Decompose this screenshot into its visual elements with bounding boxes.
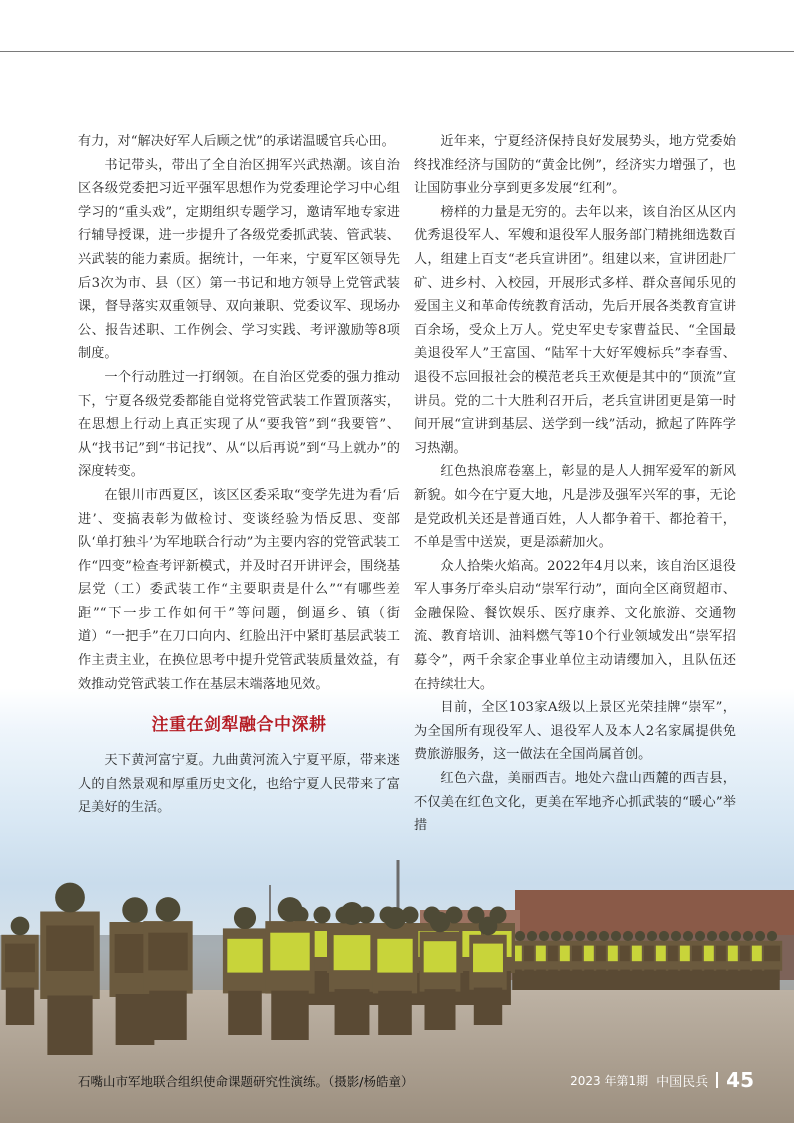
soldier-shape	[479, 917, 498, 936]
page-number: 45	[726, 1068, 754, 1092]
soldier-shape	[683, 931, 693, 941]
soldier-shape	[377, 939, 412, 973]
header-rule	[0, 51, 794, 52]
paragraph: 红色热浪席卷塞上，彰显的是人人拥军爱军的新风新貌。如今在宁夏大地，凡是涉及强军兴军的事，无论是党政机关还是普通百姓，人人都争着干、都抢着干，不单是雪中送炭，更是添薪加火。	[414, 464, 736, 551]
paragraph: 榜样的力量是无穷的。去年以来，该自治区从区内优秀退役军人、军嫂和退役军人服务部门精挑细选数百人，组建上百支“老兵宣讲团”。组建以来，宣讲团赴厂矿、进乡村、入校园，开展形式多样、群众喜闻乐见的爱国主义和革命传统教育活动，先后开展各类教育宣讲百余场，受众上万人。党史军史专家曹益民、“全国最美退役军人”王富国、“陆军十大好军嫂标兵”李春雪、退役不忘回报社会的模范老兵王欢便是其中的“顶流”宣讲员。党的二十大胜利召开后，老兵宣讲团更是第一时间开展“宣讲到基层、送学到一线”活动，掀起了阵阵学习热潮。	[414, 204, 736, 456]
soldier-shape	[743, 931, 753, 941]
soldier-shape	[551, 931, 561, 941]
soldier-shape	[228, 991, 262, 1035]
soldier-shape	[719, 931, 729, 941]
soldier-shape	[563, 931, 573, 941]
soldier-shape	[695, 931, 705, 941]
issue-label: 2023 年第1期	[570, 1073, 649, 1088]
soldier-shape	[234, 907, 256, 929]
soldier-shape	[755, 931, 765, 941]
soldier-shape	[270, 933, 309, 971]
soldier-shape	[430, 912, 450, 932]
soldier-shape	[731, 931, 741, 941]
paragraph: 众人拾柴火焰高。2022年4月以来，该自治区退役军人事务厅牵头启动“崇军行动”，面向全区商贸超市、金融保险、餐饮娱乐、医疗康养、文化旅游、交通物流、教育培训、油料燃气等10个行业领域发出“崇军招募令”，两千余家企事业单位主动请缨加入，且队伍还在持续壮大。	[414, 558, 736, 692]
soldier-shape	[539, 931, 549, 941]
soldier-shape	[599, 931, 609, 941]
soldier-shape	[148, 933, 187, 971]
soldier-shape	[278, 897, 303, 922]
soldier-shape	[635, 931, 645, 941]
soldier-shape	[424, 989, 455, 1030]
soldier-shape	[378, 991, 412, 1035]
soldier-shape	[227, 939, 262, 973]
soldier-shape	[116, 994, 155, 1045]
soldier-shape	[707, 931, 717, 941]
soldier-shape	[6, 988, 34, 1025]
soldier-shape	[515, 931, 525, 941]
footer-divider	[716, 1072, 718, 1088]
soldier-shape	[341, 902, 364, 925]
soldier-shape	[156, 897, 181, 922]
photo-caption: 石嘴山市军地联合组织使命课题研究性演练。（摄影/杨皓童）	[78, 1074, 414, 1089]
paragraph: 书记带头，带出了全自治区拥军兴武热潮。该自治区各级党委把习近平强军思想作为党委理论学习中心组学习的“重头戏”，定期组织专题学习，邀请军地专家进行辅导授课，进一步提升了各级党委抓武装、管武装、兴武装的能力素质。据统计，一年来，宁夏军区领导先后3次为市、县（区）第一书记和地方领导上党管武装课，督导落实双重领导、双向兼职、党委议军、现场办公、报告述职、工作例会、学习实践、考评激励等8项制度。	[78, 157, 400, 362]
soldier-shape	[767, 931, 777, 941]
soldier-shape	[384, 907, 406, 929]
soldier-shape	[473, 944, 503, 973]
soldier-shape	[424, 941, 457, 972]
page-footer	[570, 1068, 754, 1092]
soldier-shape	[527, 931, 537, 941]
soldier-shape	[575, 931, 585, 941]
soldier-shape	[659, 931, 669, 941]
soldier-shape	[122, 897, 148, 923]
paragraph: 近年来，宁夏经济保持良好发展势头，地方党委始终找准经济与国防的“黄金比例”，经济实力增强了，也让国防事业分享到更多发展“红利”。	[414, 134, 736, 197]
soldier-shape	[647, 931, 657, 941]
soldier-shape	[671, 931, 681, 941]
paragraph: 在银川市西夏区，该区区委采取“变学先进为看‘后进’、变搞表彰为做检讨、变谈经验为悟反思、变部队‘单打独斗’为军地联合行动”为主要内容的党管武装工作“四变”检查考评新模式，并及时召开讲评会，围绕基层党（工）委武装工作“主要职责是什么”“有哪些差距”“下一步工作如何干”等问题，倒逼乡、镇（街道）“一把手”在刀口向内、红脸出汗中紧盯基层武装工作主责主业，在换位思考中提升党管武装质量效益，有效推动党管武装工作在基层末端落地见效。	[78, 487, 400, 692]
paragraph: 有力，对“解决好军人后顾之忧”的承诺温暖官兵心田。	[78, 134, 395, 149]
soldier-shape	[47, 996, 92, 1056]
soldier-shape	[764, 946, 780, 962]
soldier-shape	[46, 926, 94, 972]
paragraph: 目前，全区103家A级以上景区光荣挂牌“崇军”，为全国所有现役军人、退役军人及本人2名家属提供免费旅游服务，这一做法在全国尚属首创。	[414, 700, 736, 763]
section-heading: 注重在剑犁融合中深耕	[151, 715, 327, 735]
soldier-shape	[11, 917, 30, 936]
soldier-shape	[55, 883, 85, 913]
right-column	[414, 130, 736, 838]
soldier-shape	[149, 991, 186, 1040]
soldier-shape	[314, 907, 331, 924]
soldier-shape	[474, 988, 502, 1025]
magazine-name: 中国民兵	[656, 1074, 709, 1090]
paragraph: 一个行动胜过一打纲领。在自治区党委的强力推动下，宁夏各级党委都能自觉将党管武装工作置顶落实，在思想上行动上真正实现了从“要我管”到“我要管”、从“找书记”到“书记找”、从“以后再说”到“马上就办”的深度转变。	[78, 369, 400, 480]
soldier-shape	[271, 991, 308, 1040]
soldier-shape	[764, 970, 780, 990]
soldier-shape	[623, 931, 633, 941]
paragraph: 天下黄河富宁夏。九曲黄河流入宁夏平原，带来迷人的自然景观和厚重历史文化，也给宁夏人民带来了富足美好的生活。	[78, 753, 400, 816]
soldier-shape	[5, 944, 35, 973]
soldier-shape	[334, 935, 371, 970]
left-column	[78, 130, 400, 696]
soldier-shape	[587, 931, 597, 941]
section-block	[78, 700, 400, 820]
soldier-shape	[335, 989, 370, 1035]
paragraph: 红色六盘，美丽西吉。地处六盘山西麓的西吉县，不仅美在红色文化，更美在军地齐心抓武装的“暖心”举措	[414, 771, 736, 834]
soldier-shape	[611, 931, 621, 941]
